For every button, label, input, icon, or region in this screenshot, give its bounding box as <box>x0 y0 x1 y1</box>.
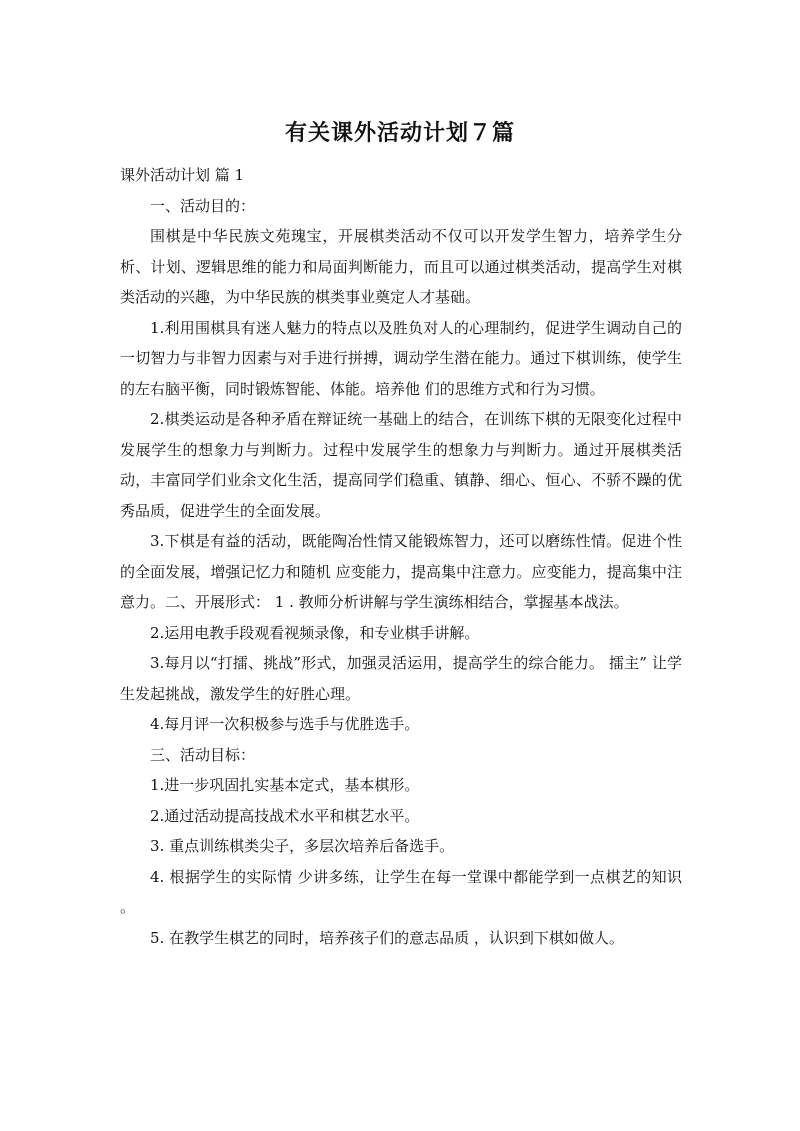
paragraph-4: 2.棋类运动是各种矛盾在辩证统一基础上的结合，在训练下棋的无限变化过程中发展学生的想象力与判断力。过程中发展学生的想象力与判断力。通过开展棋类活动，丰富同学们业余文化生活，提高同学们稳重、镇静、细心、恒心、不骄不躁的优秀品质，促进学生的全面发展。 <box>120 410 682 520</box>
paragraph-7: 3.每月以“打擂、挑战”形式，加强灵活运用，提高学生的综合能力。 擂主” 让学生发起挑战，激发学生的好胜心理。 <box>120 654 682 703</box>
paragraph-8: 4.每月评一次积极参与选手与优胜选手。 <box>150 715 420 733</box>
paragraph-3: 1.利用围棋具有迷人魅力的特点以及胜负对人的心理制约，促进学生调动自己的一切智力与非智力因素与对手进行拼搏，调动学生潜在能力。通过下棋训练，使学生的左右脑平衡，同时锻炼智能、体能。培养他 们的思维方式和行为习惯。 <box>120 318 682 398</box>
paragraph-10: 1.进一步巩固扎实基本定式，基本棋形。 <box>150 776 420 794</box>
paragraph-1: 一、活动目的： <box>150 196 256 215</box>
section-heading: 课外活动计划 篇 1 <box>120 166 245 184</box>
paragraph-2: 围棋是中华民族文苑瑰宝，开展棋类活动不仅可以开发学生智力，培养学生分析、计划、逻辑思维的能力和局面判断能力，而且可以通过棋类活动，提高学生对棋类活动的兴趣，为中华民族的棋类事业奠定人才基础。 <box>120 227 682 306</box>
paragraph-12: 3. 重点训练棋类尖子，多层次培养后备选手。 <box>150 837 455 855</box>
paragraph-5: 3.下棋是有益的活动，既能陶冶性情又能锻炼智力，还可以磨练性情。促进个性的全面发展，增强记忆力和随机 应变能力，提高集中注意力。应变能力，提高集中注意力。二、开展形式： 1 . 教师分析讲解与学生演练相结合，掌握基本战法。 <box>120 532 682 611</box>
paragraph-13: 4. 根据学生的实际情 少讲多练，让学生在每一堂课中都能学到一点棋艺的知识 。 <box>120 867 682 916</box>
paragraph-9: 三、活动目标： <box>150 745 256 764</box>
paragraph-6: 2.运用电教手段观看视频录像，和专业棋手讲解。 <box>150 623 480 642</box>
paragraph-11: 2.通过活动提高技战术水平和棋艺水平。 <box>150 806 420 825</box>
paragraph-14: 5. 在教学生棋艺的同时，培养孩子们的意志品质 ，认识到下棋如做人。 <box>150 928 624 947</box>
document-title: 有关课外活动计划７篇 <box>284 121 515 146</box>
document-body <box>120 160 682 953</box>
